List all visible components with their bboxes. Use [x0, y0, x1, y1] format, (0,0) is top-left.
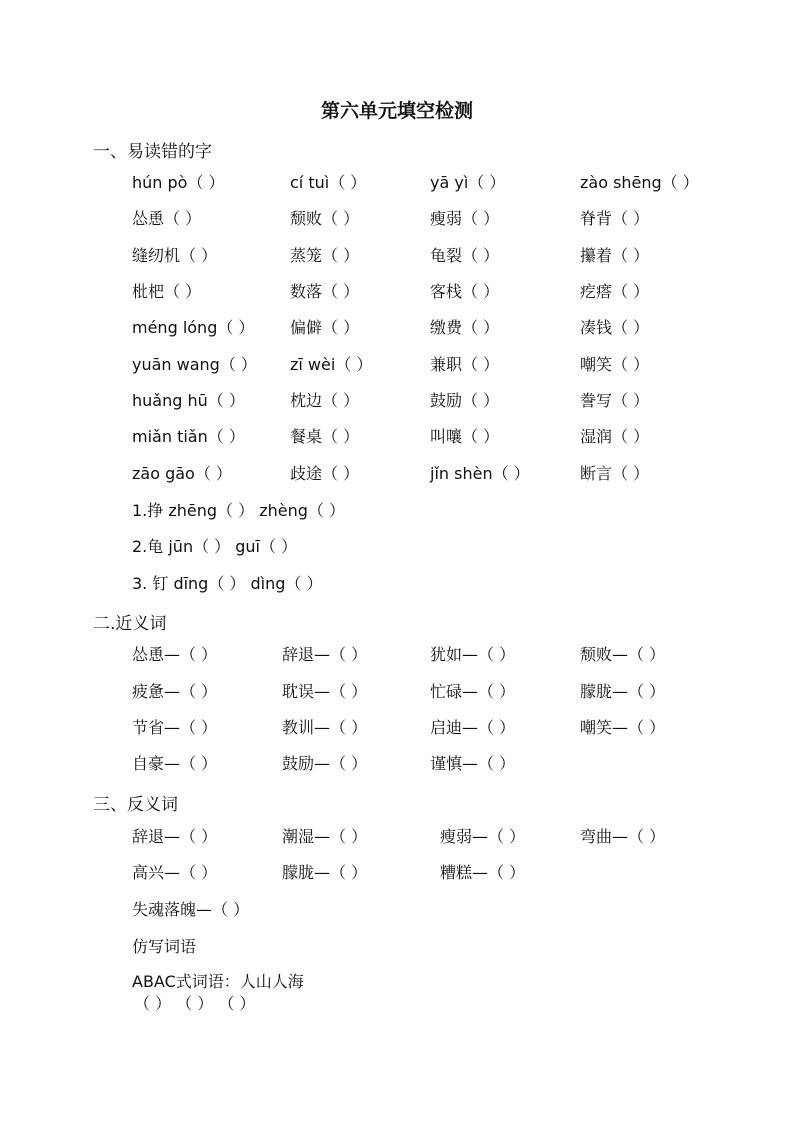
fill-in-item: 耽误—（ ）: [282, 682, 368, 701]
fill-in-item: 兼职（ ）: [430, 355, 500, 374]
fill-in-item: 朦胧—（ ）: [580, 682, 666, 701]
fill-in-item: 自豪—（ ）: [132, 754, 218, 773]
fill-in-item: hún pò（ ）: [132, 173, 225, 192]
fill-in-item: 瘦弱（ ）: [430, 209, 500, 228]
fill-in-item: 枇杷（ ）: [132, 282, 202, 301]
fill-in-item: jǐn shèn（ ）: [430, 464, 530, 483]
fill-in-item: 高兴—（ ）: [132, 863, 218, 882]
antonym-extra: 失魂落魄—（ ）: [132, 900, 250, 919]
fill-in-item: 凑钱（ ）: [580, 318, 650, 337]
grid-row: [0, 244, 794, 268]
fill-in-item: 客栈（ ）: [430, 282, 500, 301]
fill-in-item: yā yì（ ）: [430, 173, 506, 192]
fill-in-item: cí tuì（ ）: [290, 173, 367, 192]
fill-in-item: 辞退—（ ）: [282, 645, 368, 664]
section-heading-antonyms: 三、反义词: [93, 795, 178, 815]
grid-row: [0, 643, 794, 667]
fill-in-item: 叫嚷（ ）: [430, 427, 500, 446]
fill-in-item: 教训—（ ）: [282, 718, 368, 737]
fill-in-item: 缝纫机（ ）: [132, 246, 218, 265]
fill-in-item: 湿润（ ）: [580, 427, 650, 446]
fill-in-item: 辞退—（ ）: [132, 827, 218, 846]
grid-row: [0, 353, 794, 377]
fill-in-item: 谨慎—（ ）: [430, 754, 516, 773]
fill-in-item: 鼓励（ ）: [430, 391, 500, 410]
polyphone-line: 3. 钉 dīng（ ） dìng（ ）: [132, 574, 323, 593]
fill-in-item: 缴费（ ）: [430, 318, 500, 337]
fill-in-item: 潮湿—（ ）: [282, 827, 368, 846]
fill-in-item: 鼓励—（ ）: [282, 754, 368, 773]
fill-in-item: yuān wang（ ）: [132, 355, 257, 374]
fill-in-item: zāo gāo（ ）: [132, 464, 232, 483]
fill-in-item: 嘲笑—（ ）: [580, 718, 666, 737]
fill-in-item: 蒸笼（ ）: [290, 246, 360, 265]
section-heading-easy-misread: 一、易读错的字: [93, 142, 212, 162]
imitate-heading: 仿写词语: [132, 937, 197, 956]
grid-row: [0, 280, 794, 304]
fill-in-item: 怂恿—（ ）: [132, 645, 218, 664]
grid-row: [0, 462, 794, 486]
fill-in-item: 颓败—（ ）: [580, 645, 666, 664]
grid-row: [0, 752, 794, 776]
fill-in-item: 怂恿（ ）: [132, 209, 202, 228]
fill-in-item: 犹如—（ ）: [430, 645, 516, 664]
fill-in-item: méng lóng（ ）: [132, 318, 255, 337]
grid-row: [0, 207, 794, 231]
grid-row: [0, 716, 794, 740]
abac-label: ABAC式词语：人山人海: [132, 972, 304, 991]
page-title: 第六单元填空检测: [320, 100, 473, 122]
fill-in-item: 枕边（ ）: [290, 391, 360, 410]
fill-in-item: 节省—（ ）: [132, 718, 218, 737]
polyphone-line: 1.挣 zhēng（ ） zhèng（ ）: [132, 501, 345, 520]
polyphone-line: 2.龟 jūn（ ） guī（ ）: [132, 537, 298, 556]
fill-in-item: 朦胧—（ ）: [282, 863, 368, 882]
fill-in-item: 龟裂（ ）: [430, 246, 500, 265]
grid-row: [0, 425, 794, 449]
fill-in-item: 偏僻（ ）: [290, 318, 360, 337]
abac-blanks: （ ） （ ） （ ）: [134, 994, 256, 1013]
section-heading-synonyms: 二.近义词: [93, 614, 167, 634]
fill-in-item: 启迪—（ ）: [430, 718, 516, 737]
fill-in-item: zào shēng（ ）: [580, 173, 699, 192]
grid-row: [0, 316, 794, 340]
fill-in-item: 糟糕—（ ）: [440, 863, 526, 882]
grid-row: [0, 680, 794, 704]
grid-row: [0, 389, 794, 413]
grid-row: [0, 825, 794, 849]
grid-row: [0, 861, 794, 885]
fill-in-item: 疲惫—（ ）: [132, 682, 218, 701]
fill-in-item: 歧途（ ）: [290, 464, 360, 483]
fill-in-item: 瘦弱—（ ）: [440, 827, 526, 846]
fill-in-item: zī wèi（ ）: [290, 355, 373, 374]
fill-in-item: 数落（ ）: [290, 282, 360, 301]
fill-in-item: 断言（ ）: [580, 464, 650, 483]
fill-in-item: 攥着（ ）: [580, 246, 650, 265]
fill-in-item: 疙瘩（ ）: [580, 282, 650, 301]
fill-in-item: 忙碌—（ ）: [430, 682, 516, 701]
fill-in-item: 餐桌（ ）: [290, 427, 360, 446]
fill-in-item: 誊写（ ）: [580, 391, 650, 410]
fill-in-item: 脊背（ ）: [580, 209, 650, 228]
fill-in-item: 颓败（ ）: [290, 209, 360, 228]
fill-in-item: 弯曲—（ ）: [580, 827, 666, 846]
grid-row: [0, 171, 794, 195]
fill-in-item: huǎng hū（ ）: [132, 391, 245, 410]
fill-in-item: miǎn tiǎn（ ）: [132, 427, 245, 446]
fill-in-item: 嘲笑（ ）: [580, 355, 650, 374]
